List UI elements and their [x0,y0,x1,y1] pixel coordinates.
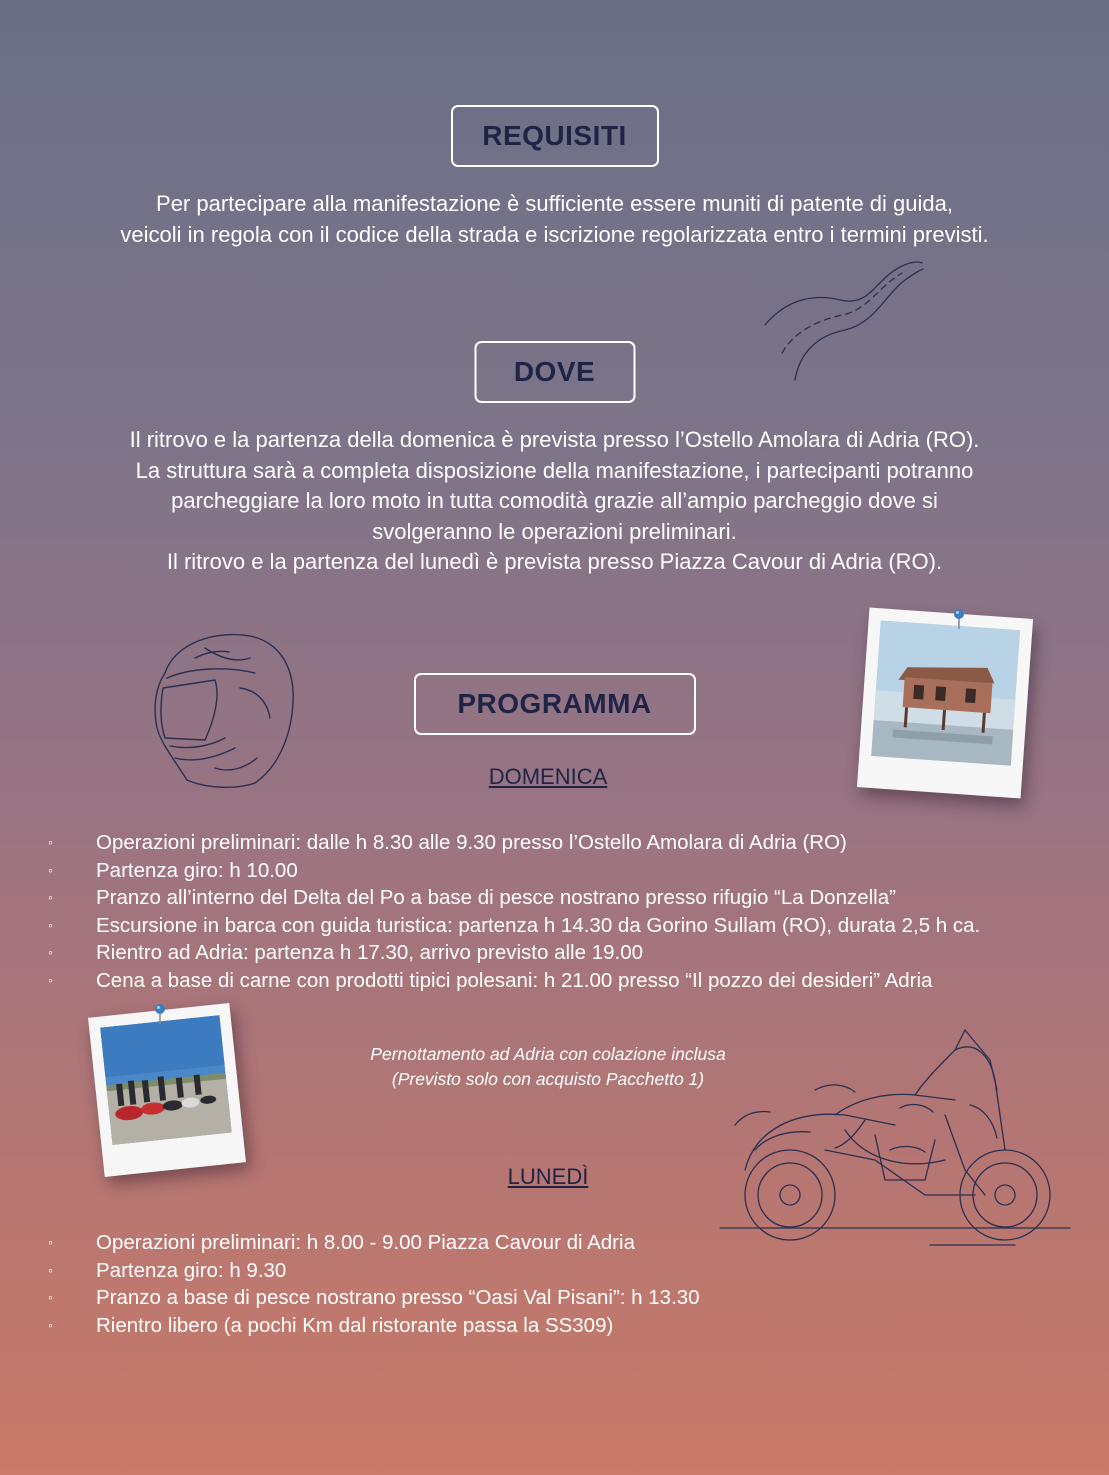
road-icon [760,255,930,385]
note-line: (Previsto solo con acquisto Pacchetto 1) [391,1069,705,1089]
dove-line: Il ritrovo e la partenza della domenica è prevista presso l’Ostello Amolara di Adria (RO). [129,427,980,452]
dove-title-box [474,341,635,403]
dove-line: Il ritrovo e la partenza del lunedì è prevista presso Piazza Cavour di Adria (RO). [166,549,943,574]
list-item [0,967,1109,995]
lunedi-heading: LUNEDÌ [507,1164,589,1189]
pin-icon [153,1003,167,1025]
list-item-text: Cena a base di carne con prodotti tipici polesani: h 21.00 presso “Il pozzo dei desideri” Adria [96,968,933,992]
note-line: Pernottamento ad Adria con colazione inclusa [370,1044,726,1064]
requisiti-line: veicoli in regola con il codice della strada e iscrizione regolarizzata entro i termini previsti. [120,221,989,247]
motorcycle-icon [715,1020,1075,1250]
bullet-icon: ◦ [48,916,53,933]
bullet-icon: ◦ [48,1261,53,1278]
bullet-icon: ◦ [48,1316,53,1333]
list-item-text: Partenza giro: h 10.00 [96,858,298,882]
list-item-text: Operazioni preliminari: h 8.00 - 9.00 Piazza Cavour di Adria [96,1231,635,1254]
bullet-icon: ◦ [48,834,53,850]
bullet-icon: ◦ [48,944,53,960]
dove-title: DOVE [513,356,596,387]
domenica-heading: DOMENICA [488,764,608,789]
dove-line: svolgeranno le operazioni preliminari. [372,518,737,544]
requisiti-line: Per partecipare alla manifestazione è sufficiente essere muniti di patente di guida, [156,191,953,216]
list-item [0,1312,1109,1340]
requisiti-title: REQUISITI [482,120,627,151]
bullet-icon: ◦ [48,889,53,905]
domenica-list [0,829,1109,994]
dove-line: parcheggiare la loro moto in tutta comodità grazie all’ampio parcheggio dove si [171,488,938,513]
dove-line: La struttura sarà a completa disposizione della manifestazione, i partecipanti potranno [135,457,974,483]
list-item-text: Operazioni preliminari: dalle h 8.30 alle 9.30 presso l’Ostello Amolara di Adria (RO) [96,831,847,854]
list-item [0,912,1109,940]
programma-title: PROGRAMMA [457,688,652,719]
list-item-text: Rientro libero (a pochi Km dal ristorante passa la SS309) [96,1313,614,1337]
programma-title-box [414,673,696,735]
list-item-text: Pranzo a base di pesce nostrano presso “Oasi Val Pisani”: h 13.30 [96,1286,700,1309]
list-item [0,857,1109,885]
requisiti-text [0,189,1109,250]
dove-text [0,425,1109,578]
pin-icon [952,608,966,630]
list-item-text: Partenza giro: h 9.30 [96,1258,287,1282]
list-item [0,884,1109,912]
list-item [0,1229,1109,1257]
bullet-icon: ◦ [48,971,53,988]
bullet-icon: ◦ [48,1289,53,1305]
stilt-house-image [871,620,1020,765]
requisiti-title-box [451,105,659,167]
list-item-text: Rientro ad Adria: partenza h 17.30, arrivo previsto alle 19.00 [96,941,643,964]
list-item-text: Pranzo all’interno del Delta del Po a base di pesce nostrano presso rifugio “La Donzella” [96,886,896,909]
list-item [0,1257,1109,1285]
list-item-text: Escursione in barca con guida turistica: partenza h 14.30 da Gorino Sullam (RO), durata 2,5 h ca. [96,913,981,937]
list-item [0,1284,1109,1312]
list-item [0,829,1109,857]
bullet-icon: ◦ [48,861,53,878]
bullet-icon: ◦ [48,1234,53,1250]
lunedi-list [0,1229,1109,1339]
list-item [0,939,1109,967]
